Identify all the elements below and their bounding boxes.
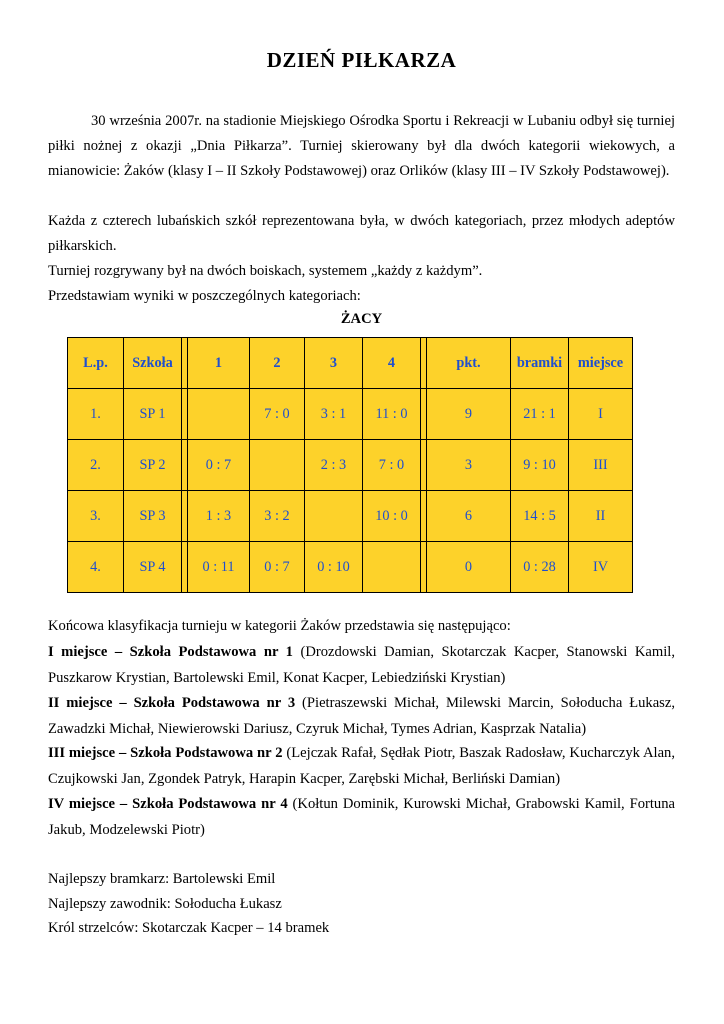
table-cell: 0 : 28 [511,542,569,593]
classification-item-4 [48,792,675,843]
table-cell: IV [569,542,633,593]
table-row [68,440,633,491]
table-cell: SP 2 [124,440,182,491]
table-cell: 2 : 3 [305,440,363,491]
table-cell [250,440,305,491]
table-cell: II [569,491,633,542]
table-cell: 3 : 2 [250,491,305,542]
header-cell: pkt. [427,338,511,389]
table-cell: 2. [68,440,124,491]
table-cell: 3. [68,491,124,542]
results-table [67,337,633,593]
header-cell: L.p. [68,338,124,389]
table-cell [305,491,363,542]
table-cell: 7 : 0 [363,440,421,491]
table-cell: 7 : 0 [250,389,305,440]
table-cell: 6 [427,491,511,542]
table-cell: III [569,440,633,491]
place-label: I miejsce – Szkoła Podstawowa nr 1 [48,644,293,660]
table-cell: 11 : 0 [363,389,421,440]
table-cell: 21 : 1 [511,389,569,440]
table-cell: 0 : 7 [250,542,305,593]
table-cell: 3 : 1 [305,389,363,440]
intro-paragraph-3: Turniej rozgrywany był na dwóch boiskach, systemem „każdy z każdym”. [48,263,483,279]
table-cell: SP 3 [124,491,182,542]
section-title-zacy: ŻACY [340,311,383,327]
header-cell: 4 [363,338,421,389]
player-list: (Kołtun Dominik, Kurowski Michał, Grabowski Kamil, Fortuna Jakub, Modzelewski Piotr) [48,796,675,838]
table-cell: 1 : 3 [188,491,250,542]
table-cell: 1. [68,389,124,440]
table-cell: 0 [427,542,511,593]
classification-item-1 [48,640,675,691]
place-label: III miejsce – Szkoła Podstawowa nr 2 [48,745,283,761]
player-list: (Drozdowski Damian, Skotarczak Kacper, Stanowski Kamil, Puszkarow Krystian, Bartolewski Emil, Konat Kacper, Lebiedziński Krystian) [48,644,675,686]
table-row [68,542,633,593]
place-label: IV miejsce – Szkoła Podstawowa nr 4 [48,796,288,812]
table-cell: SP 4 [124,542,182,593]
table-cell [188,389,250,440]
player-list: (Lejczak Rafał, Sędłak Piotr, Baszak Radosław, Kucharczyk Alan, Czujkowski Jan, Zgondek Patryk, Harapin Kacper, Zarębski Michał, Berliński Damian) [48,745,675,787]
player-list: (Pietraszewski Michał, Milewski Marcin, Sołoducha Łukasz, Zawadzki Michał, Niewierowski Dariusz, Czyruk Michał, Tymes Adrian, Kasprzak Natalia) [48,695,675,737]
classification-item-2 [48,691,675,742]
table-cell: 14 : 5 [511,491,569,542]
place-label: II miejsce – Szkoła Podstawowa nr 3 [48,695,296,711]
header-cell: 2 [250,338,305,389]
header-cell: Szkoła [124,338,182,389]
table-cell: 3 [427,440,511,491]
table-cell: 10 : 0 [363,491,421,542]
classification-item-3 [48,741,675,792]
award-player: Najlepszy zawodnik: Sołoducha Łukasz [48,896,282,912]
award-scorer: Król strzelców: Skotarczak Kacper – 14 bramek [48,920,330,936]
table-cell: 0 : 11 [188,542,250,593]
table-cell: 4. [68,542,124,593]
table-cell: I [569,389,633,440]
table-cell: 0 : 7 [188,440,250,491]
table-header-row [68,338,633,389]
table-cell: 9 : 10 [511,440,569,491]
intro-paragraph-2: Każda z czterech lubańskich szkół reprezentowana była, w dwóch kategoriach, przez młodych adeptów piłkarskich. [48,213,675,254]
header-cell: 1 [188,338,250,389]
classification-intro: Końcowa klasyfikacja turnieju w kategorii Żaków przedstawia się następująco: [48,618,511,634]
header-cell: bramki [511,338,569,389]
table-cell: SP 1 [124,389,182,440]
award-goalkeeper: Najlepszy bramkarz: Bartolewski Emil [48,871,276,887]
table-cell: 0 : 10 [305,542,363,593]
table-row [68,389,633,440]
table-row [68,491,633,542]
intro-paragraph-1: 30 września 2007r. na stadionie Miejskiego Ośrodka Sportu i Rekreacji w Lubaniu odbył się turniej piłki nożnej z okazji „Dnia Piłkarza”. Turniej skierowany był dla dwóch kategorii wiekowych, a mianowicie: Żaków (klasy I – II Szkoły Podstawowej) oraz Orlików (klasy III – IV Szkoły Podstawowej). [48,113,675,179]
header-cell: miejsce [569,338,633,389]
table-cell [363,542,421,593]
page-title: DZIEŃ PIŁKARZA [266,48,457,72]
intro-paragraph-4: Przedstawiam wyniki w poszczególnych kategoriach: [48,288,361,304]
table-cell: 9 [427,389,511,440]
header-cell: 3 [305,338,363,389]
